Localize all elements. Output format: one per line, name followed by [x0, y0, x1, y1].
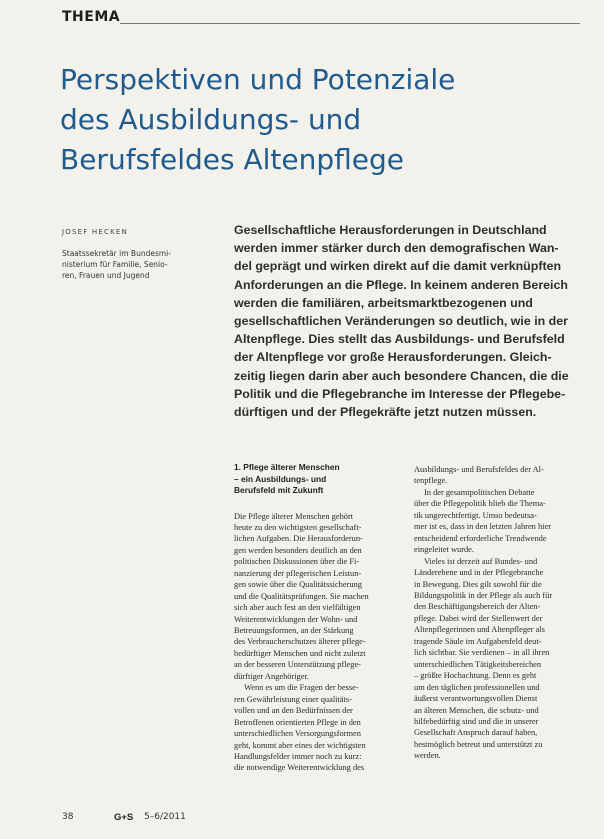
lead-line: Anforderungen an die Pflege. In keinem anderen Bereich [234, 277, 568, 292]
body-line: Vieles ist derzeit auf Bundes- und [424, 556, 538, 566]
body-line: Weiterentwicklungen der Wohn- und [234, 614, 358, 624]
author-role [62, 248, 212, 281]
body-line: Wenn es um die Fragen der besse- [244, 683, 359, 693]
body-line: mer ist es, dass in den letzten Jahren hier [414, 522, 551, 532]
body-column-2 [414, 464, 584, 762]
body-line: bedürftiger Menschen und nicht zuletzt [234, 648, 366, 658]
body-line: des Verbraucherschutzes älterer pflege- [234, 637, 366, 647]
body-line: äußerst verantwortungsvollen Dienst [414, 694, 538, 704]
body-line: unterschiedlichen Versorgungsformen [234, 729, 361, 739]
body-column-1 [234, 462, 402, 774]
issue-number: 5–6/2011 [144, 812, 186, 822]
body-line: hilfebedürftig sind und die in unserer [414, 716, 539, 726]
section-heading-line: Berufsfeld mit Zukunft [234, 485, 324, 495]
body-line: gen werden besonders deutlich an den [234, 545, 362, 555]
section-header [62, 9, 580, 29]
author-block [62, 228, 212, 281]
body-line: unterschiedlichen Tätigkeitsbereichen [414, 659, 542, 669]
lead-line: del geprägt und wirken direkt auf die damit verknüpften [234, 259, 562, 274]
section-heading [234, 462, 402, 497]
lead-line: Altenpflege. Dies stellt das Ausbildungs- und Berufsfeld [234, 332, 565, 347]
body-line: bestmöglich betreut und unterstützt zu [414, 739, 543, 749]
body-line: Handlungsfelder immer noch zu kurz: [234, 752, 362, 762]
section-heading-line: – ein Ausbildungs- und [234, 473, 327, 484]
body-line: lichen Aufgaben. Die Herausforderun- [234, 534, 363, 544]
body-line: ren Gewährleistung einer qualitäts- [234, 694, 352, 704]
body-line: heute zu den wichtigsten gesellschaft- [234, 522, 362, 532]
author-name: JOSEF HECKEN [62, 228, 128, 236]
title-line: Perspektiven und Potenziale [60, 63, 456, 96]
author-role-line: nisterium für Familie, Senio- [62, 260, 168, 269]
page-footer [62, 812, 262, 826]
body-line: tik ungerechtfertigt. Umso bedeutsa- [414, 510, 537, 520]
lead-line: werden immer stärker durch den demografischen Wan- [234, 241, 559, 256]
body-line: die notwendige Weiterentwicklung des [234, 763, 365, 773]
body-line: werden. [414, 751, 441, 761]
body-line: – größte Hochachtung. Denn es geht [414, 671, 537, 681]
body-line: Betreuungsformen, an der Stärkung [234, 626, 354, 636]
body-line: In der gesamtpolitischen Debatte [424, 487, 535, 497]
header-rule [120, 23, 580, 24]
body-line: politischen Diskussionen über die Fi- [234, 557, 360, 567]
body-line: vollen und an den Bedürfnissen der [234, 706, 353, 716]
lead-line: gesellschaftlichen Veränderungen so deutlich, wie in der [234, 314, 568, 329]
body-line: sich aber auch fest an den vielfältigen [234, 603, 361, 613]
author-role-line: Staatssekretär im Bundesmi- [62, 249, 171, 258]
page-number: 38 [62, 812, 74, 822]
body-line: Altenpflegerinnen und Altenpfleger als [414, 625, 545, 635]
lead-line: dürftigen und der Pflegekräfte jetzt nutzen müssen. [234, 405, 537, 420]
body-line: eingeleitet wurde. [414, 545, 474, 555]
body-line: gen sowie über die Qualitätssicherung [234, 580, 362, 590]
lead-line: Politik und die Pflegebranche im Interesse der Pflegebe- [234, 386, 566, 401]
body-line: entscheidend erforderliche Trendwende [414, 533, 547, 543]
author-role-line: ren, Frauen und Jugend [62, 271, 150, 280]
body-line: Gesellschaft Anspruch darauf haben, [414, 728, 538, 738]
body-line: tragende Säule im Aufgabenfeld deut- [414, 636, 542, 646]
body-line: geht, kommt aber eines der wichtigsten [234, 740, 366, 750]
body-line: Die Pflege älterer Menschen gehört [234, 511, 354, 521]
body-line: Länderebene und in der Pflegebranche [414, 568, 544, 578]
body-line: nanzierung der pflegerischen Leistun- [234, 568, 362, 578]
section-label: THEMA [62, 9, 121, 25]
title-line: des Ausbildungs- und [60, 103, 362, 136]
title-line: Berufsfeldes Altenpflege [60, 143, 405, 176]
journal-name: G+S [114, 812, 134, 823]
body-line: Betroffenen orientierten Pflege in den [234, 717, 361, 727]
body-line: tenpflege. [414, 476, 448, 486]
body-line: Bildungspolitik in der Pflege als auch für [414, 590, 553, 600]
body-line: den Beschäftigungsbereich der Alten- [414, 602, 541, 612]
lead-line: der Altenpflege vor große Herausforderungen. Gleich- [234, 350, 552, 365]
body-line: und die Qualitätsprüfungen. Sie machen [234, 591, 369, 601]
lead-paragraph [234, 221, 579, 421]
body-line: pflege. Dabei wird der Stellenwert der [414, 613, 543, 623]
body-line: um den täglichen professionellen und [414, 682, 540, 692]
lead-line: zeitig liegen darin aber auch besondere Chancen, die die [234, 368, 569, 383]
body-line: an älteren Menschen, die schutz- und [414, 705, 539, 715]
body-line: dürftiger Angehöriger. [234, 671, 309, 681]
lead-line: werden die familiären, arbeitsmarktbezogenen und [234, 295, 533, 310]
body-line: lich sichtbar. Sie verdienen – in all ihren [414, 648, 550, 658]
body-line: in Bewegung. Dies gilt sowohl für die [414, 579, 542, 589]
body-line: über die Pflegepolitik blieb die Thema- [414, 499, 546, 509]
section-heading-line: 1. Pflege älterer Menschen [234, 462, 340, 472]
lead-line: Gesellschaftliche Herausforderungen in Deutschland [234, 223, 547, 237]
body-line: an der besseren Unterstützung pflege- [234, 660, 361, 670]
article-title [60, 60, 540, 180]
body-line: Ausbildungs- und Berufsfeldes der Al- [414, 465, 544, 474]
